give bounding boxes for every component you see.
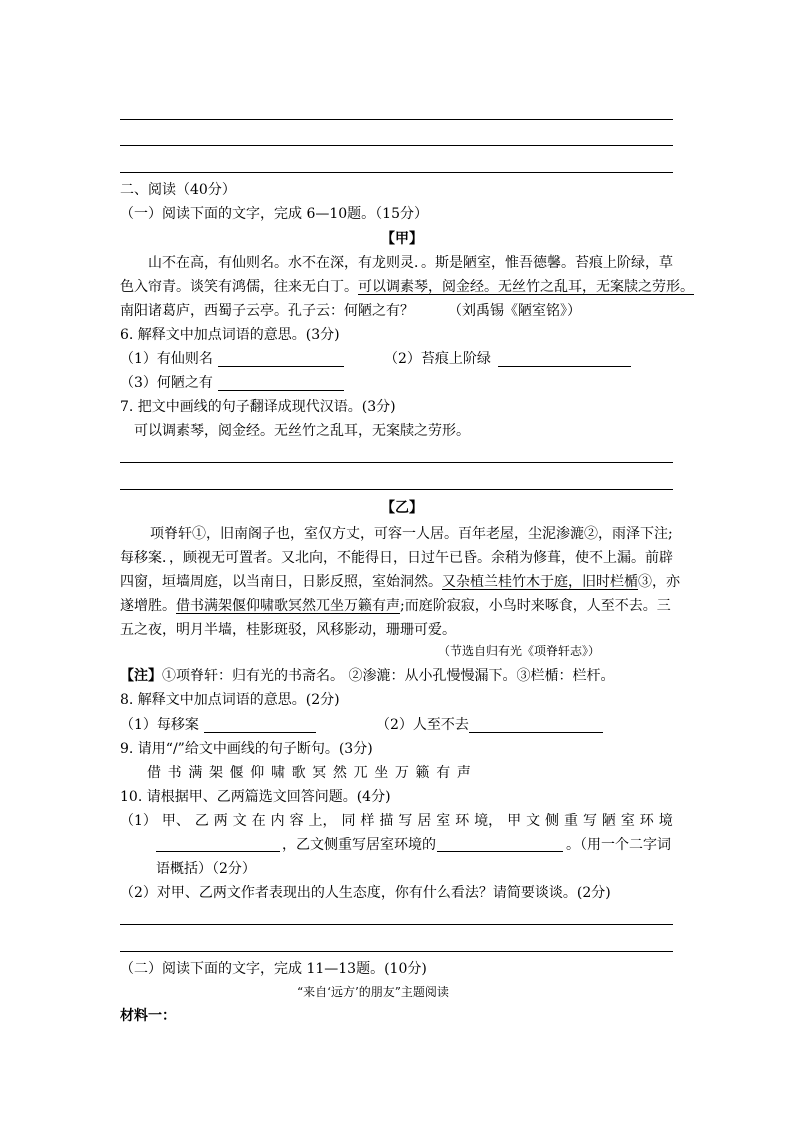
q10-word: 两 [213, 813, 228, 829]
q6-item-1-blank[interactable] [218, 366, 344, 367]
q10-word: 文 [232, 813, 247, 829]
yi-line-1: 项脊轩①，旧南阁子也，室仅方丈，可容一人居。百年老屋，尘泥渗漉②，雨泽下注; [150, 526, 673, 542]
note-label: 【注】 [120, 668, 162, 684]
q10-blank-2[interactable] [437, 851, 563, 852]
q9-char: 仰 [250, 765, 265, 781]
question-6: 6. 解释文中加点词语的意思。(3分) [120, 327, 340, 343]
q10-word: 重 [563, 813, 578, 829]
q10-word: 环 [639, 813, 654, 829]
part1-instruction: （一）阅读下面的文字，完成 6—10题。（15分） [120, 206, 428, 222]
jia-line-3: 南阳诸葛庐，西蜀子云亭。孔子云：何陋之有？ [120, 303, 414, 319]
q9-char: 声 [456, 765, 471, 781]
yi-underlined-phrase: 又杂植兰桂竹木于庭，旧时栏楯 [442, 574, 638, 590]
q9-char: 架 [208, 765, 223, 781]
yi-line-5: 五之夜，明月半墙，桂影斑驳，风移影动，珊珊可爱。 [120, 622, 456, 638]
part2-instruction: （二）阅读下面的文字，完成 11—13题。(10分) [120, 961, 427, 977]
q10-word: 境 [658, 813, 673, 829]
material-1-label: 材料一： [120, 1008, 176, 1024]
yi-line-2: 每移案．，顾视无可置者。又北向，不能得日，日过午已昏。余稍为修葺，使不上漏。前辟 [120, 550, 673, 566]
answer-line[interactable] [120, 951, 673, 952]
q9-char: 冥 [312, 765, 327, 781]
q6-item-3-label: （3）何陋之有 [120, 375, 213, 391]
q10-word: 侧 [545, 813, 560, 829]
yi-line-3-text: 四窗，垣墙周庭，以当南日，日影反照，室始洞然。 [120, 574, 442, 590]
q10-part1-line1 [120, 811, 673, 831]
q10-word: 写 [398, 813, 413, 829]
q6-item-2-label: （2）苔痕上阶绿 [384, 351, 491, 367]
q10-part1-line3: 语概括）（2分） [156, 861, 256, 877]
answer-line[interactable] [120, 489, 673, 490]
q10-word: 居 [417, 813, 432, 829]
q9-char: 籁 [415, 765, 430, 781]
q10-word: 在 [251, 813, 266, 829]
jia-line-2 [120, 277, 694, 297]
question-10: 10. 请根据甲、乙两篇选文回答问题。(4分) [120, 789, 391, 805]
q9-char: 偃 [229, 765, 244, 781]
q10-word: 乙 [194, 813, 209, 829]
q10-word: 环 [455, 813, 470, 829]
q10-part2: （2）对甲、乙两文作者表现出的人生态度，你有什么看法？请简要谈谈。(2分) [120, 885, 611, 901]
q9-char: 然 [332, 765, 347, 781]
q10-word: 上， [308, 813, 337, 829]
q10-word: 室 [620, 813, 635, 829]
answer-line[interactable] [120, 924, 673, 925]
yi-line-3 [120, 572, 680, 592]
jia-source: （刘禹锡《陋室铭》） [448, 303, 581, 319]
jia-line-1: 山不在高，有仙则名。水不在深，有龙则灵．。斯是陋室，惟吾德馨。苔痕上阶绿，草 [148, 255, 673, 271]
q10-word: 陋 [601, 813, 616, 829]
q10-blank-1[interactable] [156, 851, 280, 852]
q6-item-3-blank[interactable] [218, 390, 344, 391]
q10-word: 甲、 [161, 813, 190, 829]
q9-char: 万 [394, 765, 409, 781]
q9-sentence [147, 763, 471, 783]
yi-title: 【乙】 [381, 500, 423, 516]
q10-word: （1） [120, 813, 157, 829]
q8-item-2-blank[interactable] [469, 732, 603, 733]
question-8: 8. 解释文中加点词语的意思。(2分) [120, 692, 340, 708]
q7-sentence: 可以调素琴，阅金经。无丝竹之乱耳，无案牍之劳形。 [134, 423, 470, 439]
q9-char: 兀 [353, 765, 368, 781]
q6-item-1-label: （1）有仙则名 [120, 351, 213, 367]
q10-word: 甲 [507, 813, 522, 829]
question-9: 9. 请用“/”给文中画线的句子断句。(3分) [120, 741, 373, 757]
q10-word: 内 [270, 813, 285, 829]
answer-line[interactable] [120, 145, 673, 146]
q10-part1-line2-end: 。（用一个二字词 [566, 837, 671, 853]
answer-line[interactable] [120, 172, 673, 173]
jia-underlined-sentence: 可以调素琴，阅金经。无丝竹之乱耳，无案牍之劳形。 [358, 279, 694, 295]
section-heading: 二、阅读（40分） [120, 182, 236, 198]
yi-underlined-sentence: 借书满架偃仰啸歌冥然兀坐万籁有声 [176, 598, 400, 614]
q10-word: 描 [379, 813, 394, 829]
yi-line-4-tail: ;而庭阶寂寂，小鸟时来啄食，人至不去。三 [400, 598, 671, 614]
jia-line-2-text: 色入帘青。谈笑有鸿儒，往来无白丁。 [120, 279, 358, 295]
q8-item-2-label: （2）人至不去 [376, 717, 469, 733]
q10-word: 样 [360, 813, 375, 829]
jia-title: 【甲】 [381, 231, 423, 247]
answer-line[interactable] [120, 119, 673, 120]
note-text: ①项脊轩：归有光的书斋名。 ②渗漉：从小孔慢慢漏下。③栏楯：栏杆。 [162, 668, 615, 684]
theme-title: “来自‘远方’的朋友”主题阅读 [297, 985, 449, 999]
question-7: 7. 把文中画线的句子翻译成现代汉语。(3分) [120, 399, 396, 415]
q10-word: 容 [289, 813, 304, 829]
q10-part1-line2-middle: ，乙文侧重写居室环境的 [282, 837, 436, 853]
yi-line-4 [120, 596, 671, 616]
note [120, 666, 614, 686]
q9-char: 有 [436, 765, 451, 781]
yi-line-4-head: 遂增胜。 [120, 598, 176, 614]
q9-char: 借 [147, 765, 161, 781]
answer-line[interactable] [120, 462, 673, 463]
q10-word: 同 [341, 813, 356, 829]
q10-word: 室 [436, 813, 451, 829]
q6-item-2-blank[interactable] [498, 366, 631, 367]
yi-source: （节选自归有光《项脊轩志》） [438, 644, 601, 658]
yi-line-3-tail: ③，亦 [638, 574, 680, 590]
q9-char: 书 [167, 765, 182, 781]
q10-word: 写 [582, 813, 597, 829]
q8-item-1-label: （1）每移案 [120, 717, 199, 733]
q10-word: 境， [474, 813, 503, 829]
q8-item-1-blank[interactable] [204, 732, 316, 733]
q9-char: 坐 [374, 765, 389, 781]
q10-word: 文 [526, 813, 541, 829]
q9-char: 歌 [291, 765, 306, 781]
q9-char: 啸 [270, 765, 285, 781]
q9-char: 满 [188, 765, 203, 781]
